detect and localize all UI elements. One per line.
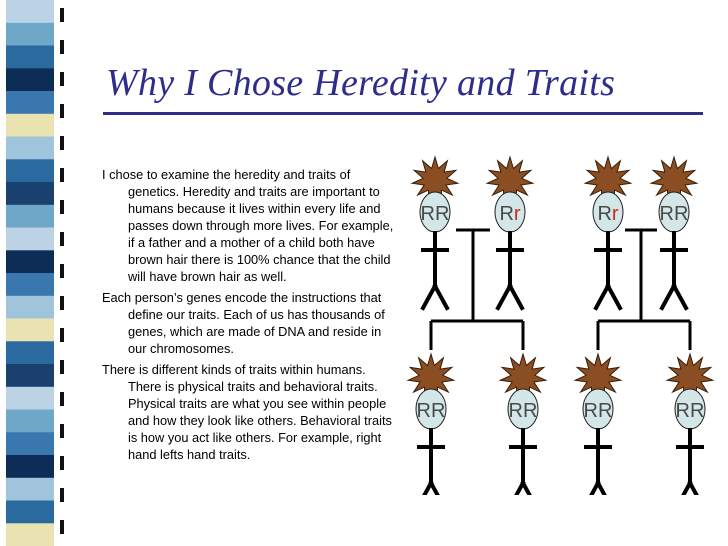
child-figure bbox=[408, 354, 454, 495]
genotype-label bbox=[660, 203, 689, 225]
slide-title: Why I Chose Heredity and Traits bbox=[106, 62, 616, 104]
strip-square bbox=[6, 410, 54, 433]
strip-square bbox=[6, 182, 54, 205]
strip-square bbox=[6, 205, 54, 228]
parent-figure bbox=[487, 157, 533, 308]
strip-square bbox=[6, 364, 54, 387]
genotype-label bbox=[597, 203, 618, 225]
paragraph-trait-kinds: There is different kinds of traits within humans. There is physical traits and behavioral traits. Physical traits are what you see within people and how they look like others. Behavioral traits is how you act like others. For example, right hand lefts hand traits. bbox=[102, 362, 392, 462]
genotype-label bbox=[421, 203, 450, 225]
binder-ring bbox=[60, 232, 64, 246]
left-leg-line bbox=[586, 483, 598, 495]
strip-square bbox=[6, 46, 54, 69]
strip-square bbox=[6, 478, 54, 501]
title-underline bbox=[103, 112, 703, 115]
binder-ring bbox=[60, 296, 64, 310]
strip-square bbox=[6, 91, 54, 114]
binder-ring bbox=[60, 104, 64, 118]
right-leg-line bbox=[608, 286, 620, 308]
body-text bbox=[102, 166, 394, 467]
allele-2: r bbox=[611, 203, 619, 225]
genotype-label bbox=[509, 400, 538, 422]
strip-square bbox=[6, 159, 54, 182]
genotype-label bbox=[676, 400, 705, 422]
allele-1: R bbox=[675, 400, 690, 422]
binder-ring bbox=[60, 392, 64, 406]
allele-2: R bbox=[690, 400, 705, 422]
strip-square bbox=[6, 23, 54, 46]
strip-square bbox=[6, 228, 54, 251]
binder-ring bbox=[60, 136, 64, 150]
strip-square bbox=[6, 319, 54, 342]
paragraph-genes: Each person’s genes encode the instructions that define our traits. Each of us has thousands of genes, which are made of DNA and reside in our chromosomes. bbox=[102, 290, 385, 356]
binder-ring bbox=[60, 200, 64, 214]
allele-2: R bbox=[598, 400, 613, 422]
binder-ring bbox=[60, 328, 64, 342]
strip-square bbox=[6, 137, 54, 160]
binder-ring bbox=[60, 424, 64, 438]
right-leg-line bbox=[523, 483, 535, 495]
allele-2: r bbox=[513, 203, 521, 225]
right-leg-line bbox=[435, 286, 447, 308]
strip-square bbox=[6, 432, 54, 455]
genotype-label bbox=[584, 400, 613, 422]
genotype-label bbox=[417, 400, 446, 422]
binder-ring bbox=[60, 520, 64, 534]
binder-ring bbox=[60, 40, 64, 54]
allele-2: R bbox=[431, 400, 446, 422]
left-leg-line bbox=[498, 286, 510, 308]
strip-square bbox=[6, 296, 54, 319]
left-leg-line bbox=[419, 483, 431, 495]
right-leg-line bbox=[510, 286, 522, 308]
strip-square bbox=[6, 455, 54, 478]
decorative-strip bbox=[0, 0, 90, 546]
parent-figure bbox=[412, 157, 458, 308]
right-leg-line bbox=[431, 483, 443, 495]
allele-1: R bbox=[508, 400, 523, 422]
paragraph-heredity-intro: I chose to examine the heredity and traits of genetics. Heredity and traits are important to humans because it lives within every life and passes down through more lives. For example, if a father and a mother of a child both have brown hair there is 100% chance that the child will have brown hair as well. bbox=[102, 167, 394, 284]
allele-1: R bbox=[420, 203, 435, 225]
strip-square bbox=[6, 250, 54, 273]
left-leg-line bbox=[678, 483, 690, 495]
right-leg-line bbox=[674, 286, 686, 308]
binder-ring bbox=[60, 264, 64, 278]
allele-2: R bbox=[674, 203, 689, 225]
strip-square bbox=[6, 114, 54, 137]
allele-1: R bbox=[597, 203, 612, 225]
child-figure bbox=[500, 354, 546, 495]
allele-1: R bbox=[583, 400, 598, 422]
allele-2: R bbox=[523, 400, 538, 422]
genotype-label bbox=[499, 203, 520, 225]
binder-ring bbox=[60, 168, 64, 182]
left-leg-line bbox=[596, 286, 608, 308]
left-leg-line bbox=[423, 286, 435, 308]
pedigree-diagram bbox=[395, 145, 725, 495]
parent-figure bbox=[651, 157, 697, 308]
strip-square bbox=[6, 341, 54, 364]
child-figure bbox=[667, 354, 713, 495]
right-leg-line bbox=[598, 483, 610, 495]
binder-ring bbox=[60, 8, 64, 22]
allele-1: R bbox=[499, 203, 514, 225]
right-leg-line bbox=[690, 483, 702, 495]
strip-square bbox=[6, 501, 54, 524]
binder-ring bbox=[60, 360, 64, 374]
strip-square bbox=[6, 523, 54, 546]
binder-ring bbox=[60, 488, 64, 502]
strip-square bbox=[6, 0, 54, 23]
strip-square bbox=[6, 68, 54, 91]
strip-square bbox=[6, 273, 54, 296]
allele-1: R bbox=[416, 400, 431, 422]
binder-ring bbox=[60, 456, 64, 470]
binder-ring bbox=[60, 72, 64, 86]
child-figure bbox=[575, 354, 621, 495]
left-leg-line bbox=[662, 286, 674, 308]
allele-1: R bbox=[659, 203, 674, 225]
strip-square bbox=[6, 387, 54, 410]
parent-figure bbox=[585, 157, 631, 308]
allele-2: R bbox=[435, 203, 450, 225]
left-leg-line bbox=[511, 483, 523, 495]
